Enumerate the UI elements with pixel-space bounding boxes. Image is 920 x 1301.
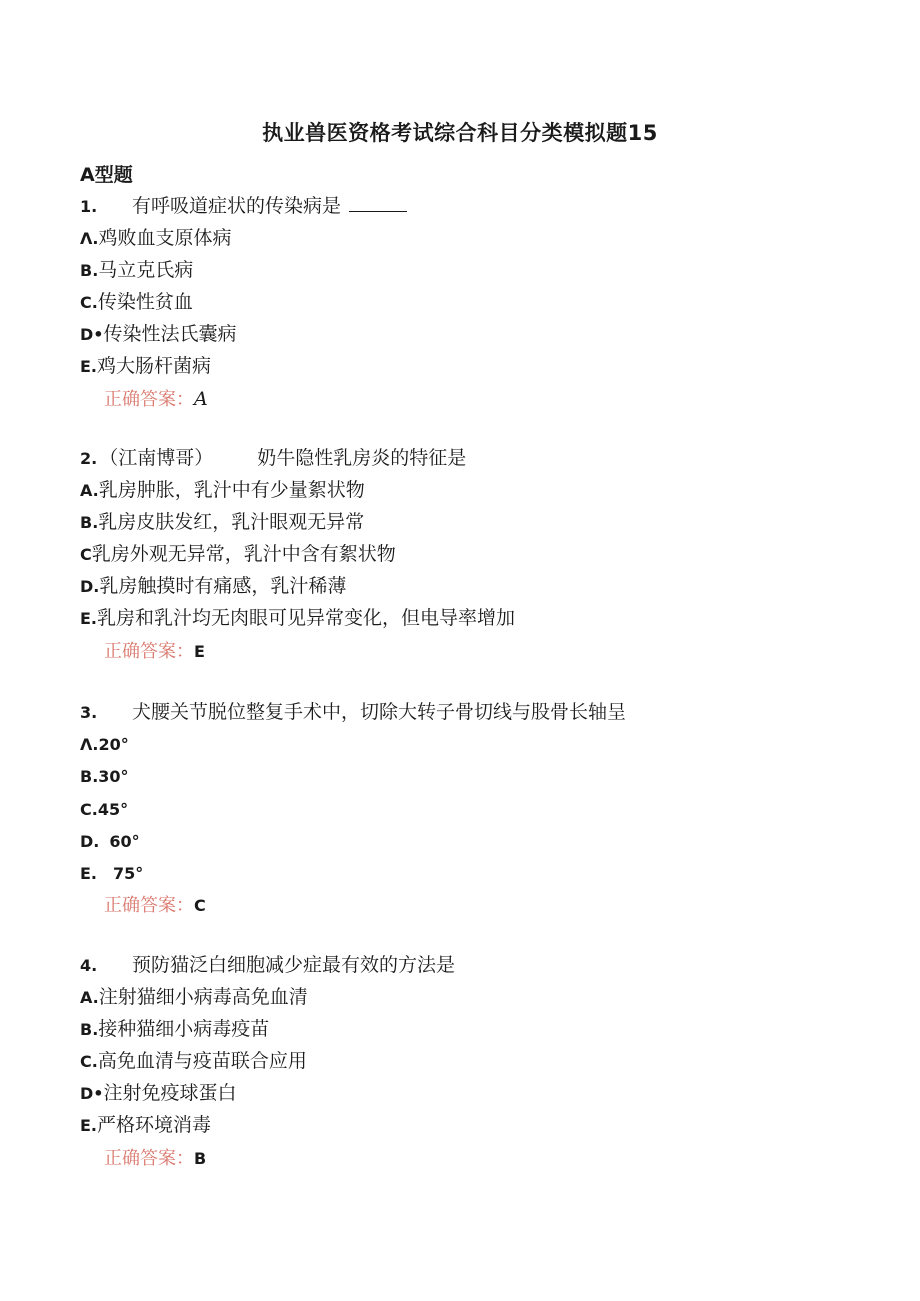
question-number: 4. [80,956,98,975]
option-text: 乳房外观无异常，乳汁中含有絮状物 [91,543,396,565]
option-letter: D• [80,1084,104,1103]
option-d [80,573,346,600]
option-text: 传染性法氏囊病 [103,323,237,345]
option-text: 严格环境消毒 [97,1114,212,1136]
option-letter: C. [80,293,98,312]
option-d [80,1080,237,1107]
option-letter: A. [80,481,99,500]
option-letter: B. [80,261,99,280]
option-text: 注射猫细小病毒高免血清 [98,986,308,1008]
option-c [80,796,128,823]
option-letter: B. [80,513,99,532]
question-number: 1. [80,197,98,216]
option-letter: D• [80,325,104,344]
option-letter: B. [80,767,99,786]
option-b [80,509,364,536]
question-text: 奶牛隐性乳房炎的特征是 [257,447,467,469]
option-e [80,605,515,632]
option-c [80,1048,307,1075]
question-number: 2. [80,449,98,468]
option-letter: D. [80,577,100,596]
option-letter: C. [80,800,98,819]
option-letter: E. [80,864,98,883]
option-text: 乳房触摸时有痛感，乳汁稀薄 [99,575,347,597]
option-letter: Λ. [80,735,99,754]
answer-line-3 [104,893,206,919]
answer-line-4 [104,1146,206,1172]
option-b [80,763,129,790]
question-text: 犬腰关节脱位整复手术中，切除大转子骨切线与股骨长轴呈 [132,701,627,723]
option-e [80,353,211,380]
option-text: 乳房肿胀，乳汁中有少量絮状物 [98,479,365,501]
option-text: 45° [97,800,129,819]
question-3-stem [80,699,626,726]
option-letter: E. [80,609,98,628]
option-text: 接种猫细小病毒疫苗 [98,1018,270,1040]
option-letter: C [80,545,92,564]
option-text: 鸡败血支原体病 [98,227,232,249]
option-a [80,477,365,504]
option-text: 注射免疫球蛋白 [103,1082,237,1104]
option-letter: A. [80,988,99,1007]
option-text: 75° [113,864,144,883]
option-letter: Λ. [80,229,99,248]
option-text: 马立克氏病 [98,259,194,281]
answer-value: E [194,642,205,661]
answer-value: B [194,1149,207,1168]
option-text: 鸡大肠杆菌病 [97,355,212,377]
option-a [80,731,129,758]
question-text: 预防猫泛白细胞减少症最有效的方法是 [132,954,456,976]
option-c [80,541,396,568]
option-e [80,1112,211,1139]
option-text: 20° [98,735,129,754]
section-heading: A型题 [80,164,133,186]
option-b [80,1016,269,1043]
option-text: 乳房和乳汁均无肉眼可见异常变化，但电导率增加 [97,607,516,629]
option-text: 乳房皮肤发红，乳汁眼观无异常 [98,511,365,533]
option-text: 传染性贫血 [97,291,193,313]
option-e [80,860,143,887]
answer-label: 正确答案： [104,1148,194,1169]
option-letter: E. [80,357,98,376]
question-number: 3. [80,703,98,722]
option-d [80,828,140,855]
option-letter: D. [80,832,100,851]
answer-value: A [194,388,208,410]
option-a [80,984,308,1011]
answer-value: C [194,896,206,915]
option-letter: B. [80,1020,99,1039]
question-2-stem [80,445,466,472]
option-text: 30° [98,767,129,786]
option-d [80,321,237,348]
answer-blank [349,193,407,212]
question-source: （江南博哥） [99,447,214,469]
answer-line-1 [104,386,208,413]
question-4-stem [80,952,455,979]
option-text: 60° [109,832,140,851]
question-1-stem [80,193,407,220]
answer-line-2 [104,639,205,665]
option-b [80,257,193,284]
option-a [80,225,231,252]
question-text: 有呼吸道症状的传染病是 [132,195,342,217]
answer-label: 正确答案： [104,641,194,662]
document-title: 执业兽医资格考试综合科目分类模拟题15 [262,121,658,145]
option-c [80,289,193,316]
option-text: 高免血清与疫苗联合应用 [97,1050,307,1072]
answer-label: 正确答案： [104,389,194,410]
option-letter: E. [80,1116,98,1135]
answer-label: 正确答案： [104,895,194,916]
option-letter: C. [80,1052,98,1071]
